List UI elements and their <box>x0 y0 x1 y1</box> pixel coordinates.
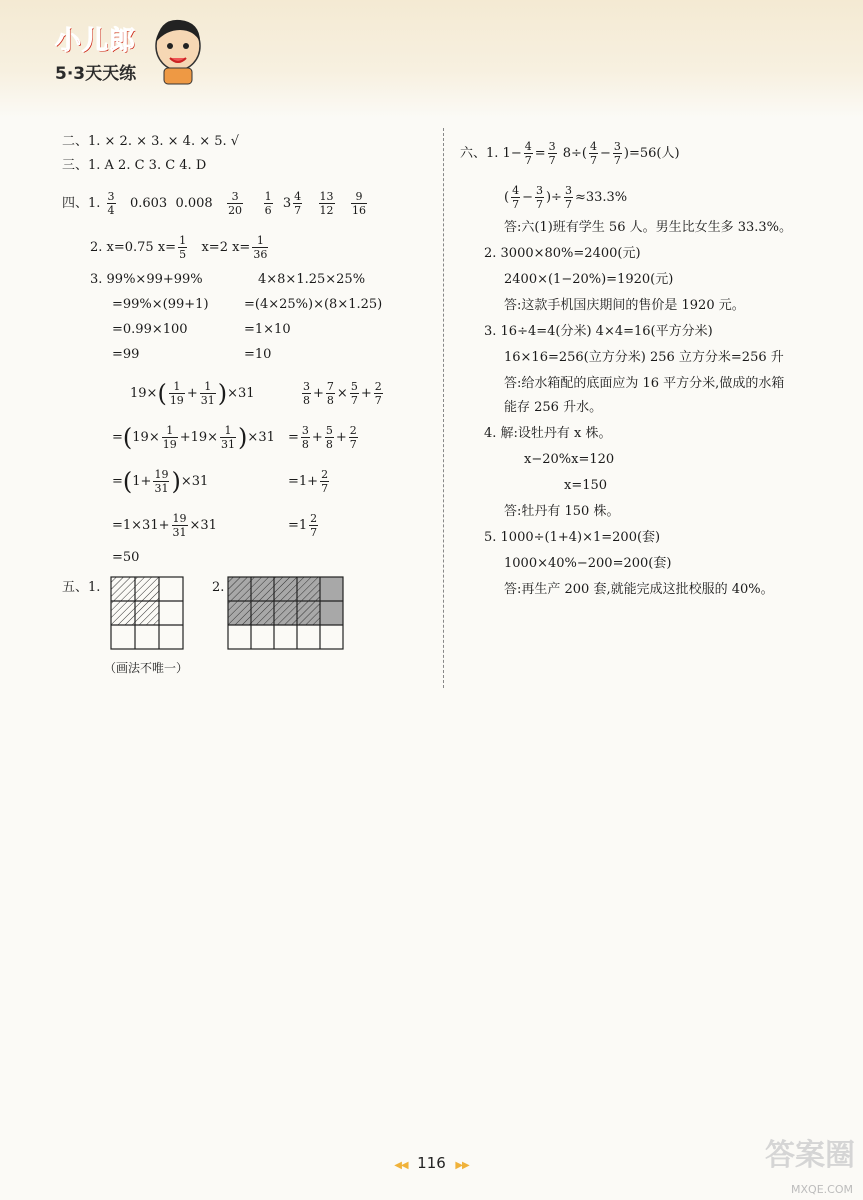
q5-2-grid <box>227 576 345 650</box>
q6-5-line1: 5. 1000÷(1+4)×1=200(套) <box>484 530 661 545</box>
calc-f4: =1 $\frac{2}{7}$ <box>288 512 318 539</box>
q5-2-label: 2. <box>212 580 225 595</box>
page-header <box>0 0 863 118</box>
calc-d3: =1×10 <box>244 322 291 337</box>
calc-d2: =(4×25%)×(8×1.25) <box>244 297 383 312</box>
q6-2-line2: 2400×(1−20%)=1920(元) <box>504 272 674 287</box>
q4-1-answers: 四、1. $\frac{3}{4}$ 0.603 0.008 $\frac{3}{20}$ $\frac{1}{6}$ 3 $\frac{4}{7}$ $\frac{13}{12}$ $\frac{9}{16}$ <box>62 190 366 217</box>
q6-3-line1: 3. 16÷4=4(分米) 4×4=16(平方分米) <box>484 324 713 339</box>
next-arrows-icon: ▶▶ <box>455 1160 469 1171</box>
q6-4-line3: x=150 <box>564 478 608 493</box>
q6-1-line2: ( $\frac{4}{7}$ − $\frac{3}{7}$ )÷ $\frac{3}{7}$ ≈33.3% <box>504 184 628 211</box>
q6-5-answer: 答:再生产 200 套,就能完成这批校服的 40%。 <box>504 582 774 597</box>
q5-1-grid <box>110 576 184 650</box>
calc-f2: = $\frac{3}{8}$ + $\frac{5}{8}$ + $\frac{2}{7}$ <box>288 424 357 451</box>
q6-3-answer-cont: 能存 256 升水。 <box>504 400 603 415</box>
calc-f1: $\frac{3}{8}$ + $\frac{7}{8}$ × $\frac{5}{7}$ + $\frac{2}{7}$ <box>303 380 382 407</box>
q6-3-line2: 16×16=256(立方分米) 256 立方分米=256 升 <box>504 350 784 365</box>
mascot-icon <box>150 16 206 86</box>
page-number <box>0 1154 863 1172</box>
calc-e1: 19×( $\frac{1}{19}$ + $\frac{1}{31}$ )×31 <box>130 379 255 408</box>
q6-1-line1: 六、1. 1− $\frac{4}{7}$ = $\frac{3}{7}$ 8÷( $\frac{4}{7}$ − $\frac{3}{7}$ )=56(人) <box>460 140 680 167</box>
q6-5-line2: 1000×40%−200=200(套) <box>504 556 672 571</box>
page-number-text: 116 <box>417 1154 446 1172</box>
q6-1-answer: 答:六(1)班有学生 56 人。男生比女生多 33.3%。 <box>504 220 793 235</box>
q6-4-answer: 答:牡丹有 150 株。 <box>504 504 620 519</box>
calc-c2: =99%×(99+1) <box>112 297 209 312</box>
calc-e5: =50 <box>112 550 140 565</box>
calc-d1: 4×8×1.25×25% <box>258 272 366 287</box>
calc-d4: =10 <box>244 347 272 362</box>
prev-arrows-icon: ◀◀ <box>394 1160 408 1171</box>
calc-c4: =99 <box>112 347 140 362</box>
calc-c1: 3. 99%×99+99% <box>90 272 203 287</box>
watermark-url: MXQE.COM <box>791 1183 853 1196</box>
q6-2-answer: 答:这款手机国庆期间的售价是 1920 元。 <box>504 298 745 313</box>
watermark: 答案圈 <box>765 1138 855 1173</box>
q6-2-line1: 2. 3000×80%=2400(元) <box>484 246 641 261</box>
calc-e3: =(1+ $\frac{19}{31}$ )×31 <box>112 467 209 496</box>
q6-4-line1: 4. 解:设牡丹有 x 株。 <box>484 426 612 441</box>
q5-1-label: 五、1. <box>62 580 101 595</box>
q2-answers: 二、1. × 2. × 3. × 4. × 5. √ <box>62 134 240 149</box>
q5-note: （画法不唯一） <box>104 661 189 675</box>
calc-e2: =(19× $\frac{1}{19}$ +19× $\frac{1}{31}$ )×31 <box>112 423 275 452</box>
q6-4-line2: x−20%x=120 <box>524 452 615 467</box>
calc-c3: =0.99×100 <box>112 322 188 337</box>
logo-title: 小儿郎 <box>55 26 137 56</box>
logo-subtitle: 5·3天天练 <box>55 64 137 84</box>
q3-answers: 三、1. A 2. C 3. C 4. D <box>62 158 207 173</box>
logo <box>55 20 136 84</box>
q4-2-answers: 2. x=0.75 x= $\frac{1}{5}$ x=2 x= $\frac{1}{36}$ <box>90 234 268 261</box>
q6-3-answer: 答:给水箱配的底面应为 16 平方分米,做成的水箱 <box>504 376 785 391</box>
column-divider <box>443 128 444 688</box>
calc-f3: =1+ $\frac{2}{7}$ <box>288 468 329 495</box>
calc-e4: =1×31+ $\frac{19}{31}$ ×31 <box>112 512 217 539</box>
